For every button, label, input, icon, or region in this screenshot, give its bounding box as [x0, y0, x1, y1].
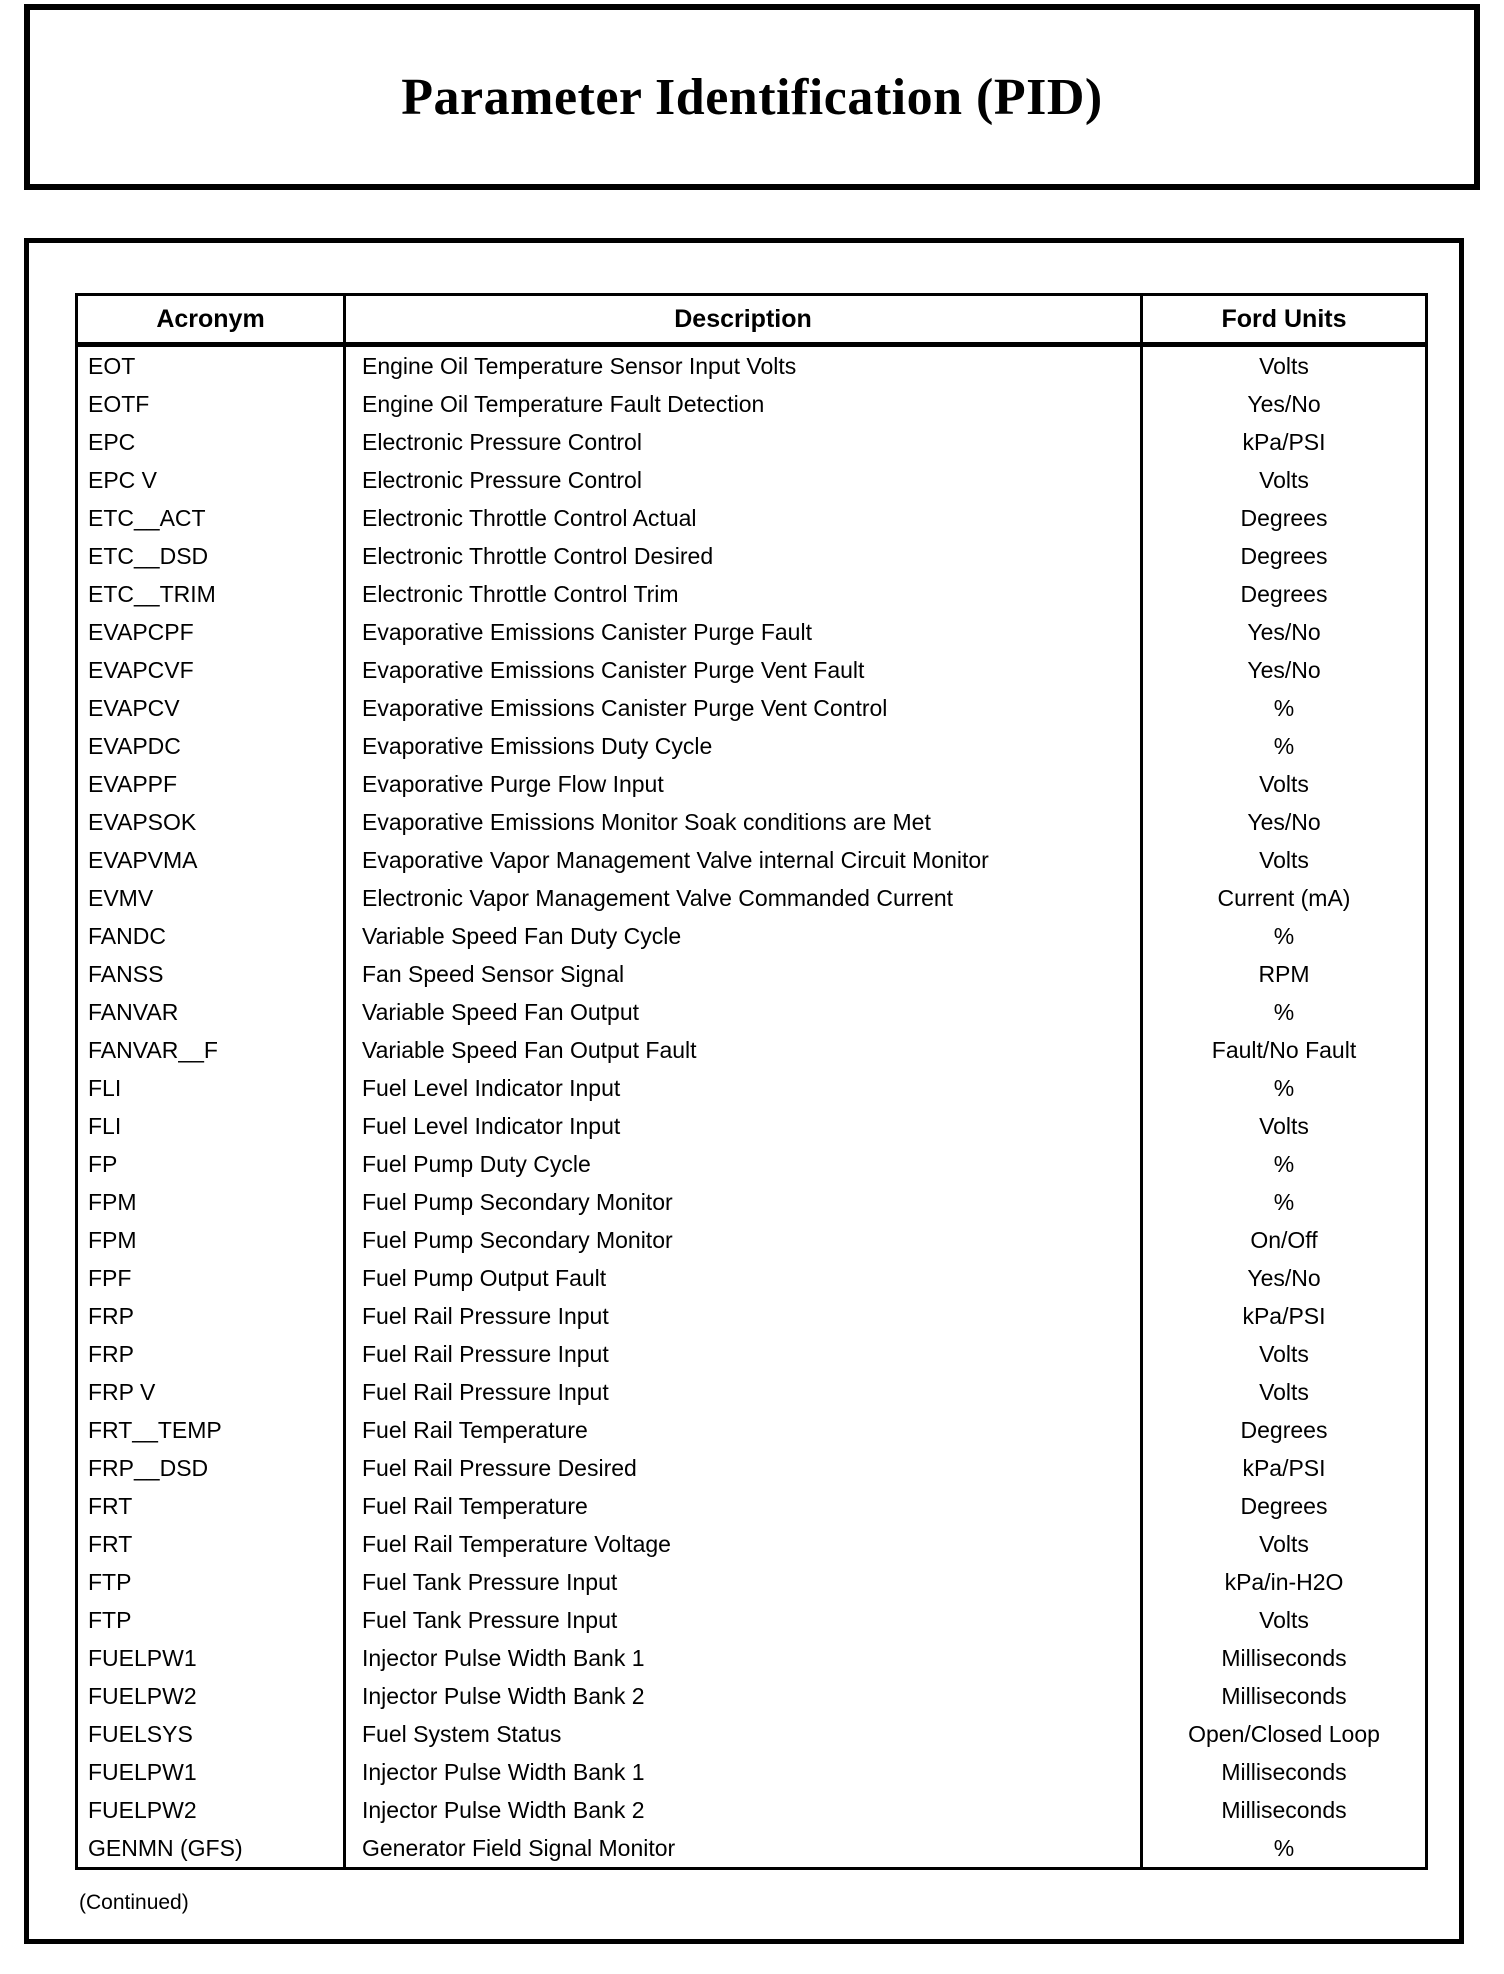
- pid-table: [75, 293, 1428, 1870]
- description-cell: Variable Speed Fan Output Fault: [345, 1031, 1142, 1069]
- acronym-cell: FPF: [88, 1264, 132, 1291]
- description-cell: Injector Pulse Width Bank 1: [345, 1639, 1142, 1677]
- description-cell: Electronic Throttle Control Trim: [345, 575, 1142, 613]
- description-cell: Fuel Pump Secondary Monitor: [345, 1183, 1142, 1221]
- table-row: [77, 1335, 1427, 1373]
- acronym-cell: EVAPSOK: [88, 808, 197, 835]
- ford-units-cell: %: [1142, 917, 1427, 955]
- ford-units-cell: RPM: [1142, 955, 1427, 993]
- table-row: [77, 537, 1427, 575]
- description-cell: Variable Speed Fan Duty Cycle: [345, 917, 1142, 955]
- ford-units-cell: Volts: [1142, 345, 1427, 386]
- description-cell: Fuel Rail Temperature: [345, 1411, 1142, 1449]
- table-row: [77, 345, 1427, 386]
- description-cell: Fuel Pump Output Fault: [345, 1259, 1142, 1297]
- ford-units-cell: Volts: [1142, 1373, 1427, 1411]
- table-row: [77, 1031, 1427, 1069]
- acronym-cell: EVAPCV: [88, 694, 180, 721]
- acronym-cell: FUELSYS: [88, 1720, 193, 1747]
- description-cell: Fuel Rail Temperature Voltage: [345, 1525, 1142, 1563]
- acronym-cell: FLI: [88, 1112, 122, 1139]
- ford-units-cell: kPa/in-H2O: [1142, 1563, 1427, 1601]
- table-row: [77, 651, 1427, 689]
- table-row: [77, 1753, 1427, 1791]
- table-row: [77, 499, 1427, 537]
- ford-units-cell: Degrees: [1142, 1411, 1427, 1449]
- description-cell: Fuel Level Indicator Input: [345, 1069, 1142, 1107]
- acronym-cell: FUELPW2: [88, 1796, 197, 1823]
- acronym-cell: FANVAR: [88, 998, 179, 1025]
- description-cell: Evaporative Emissions Duty Cycle: [345, 727, 1142, 765]
- description-cell: Fuel Level Indicator Input: [345, 1107, 1142, 1145]
- ford-units-cell: %: [1142, 1145, 1427, 1183]
- ford-units-cell: Yes/No: [1142, 1259, 1427, 1297]
- description-cell: Generator Field Signal Monitor: [345, 1829, 1142, 1869]
- column-header-description: Description: [345, 295, 1142, 345]
- description-cell: Fuel Rail Pressure Desired: [345, 1449, 1142, 1487]
- acronym-cell: EVMV: [88, 884, 154, 911]
- description-cell: Electronic Throttle Control Actual: [345, 499, 1142, 537]
- table-container: [24, 238, 1464, 1944]
- table-row: [77, 689, 1427, 727]
- description-cell: Variable Speed Fan Output: [345, 993, 1142, 1031]
- acronym-cell: ETC__DSD: [88, 542, 209, 569]
- table-row: [77, 1259, 1427, 1297]
- table-row: [77, 1715, 1427, 1753]
- description-cell: Electronic Pressure Control: [345, 461, 1142, 499]
- ford-units-cell: Volts: [1142, 765, 1427, 803]
- acronym-cell: FLI: [88, 1074, 122, 1101]
- acronym-cell: EPC: [88, 428, 136, 455]
- acronym-cell: FTP: [88, 1606, 132, 1633]
- acronym-cell: EVAPVMA: [88, 846, 198, 873]
- description-cell: Fuel Rail Pressure Input: [345, 1373, 1142, 1411]
- table-row: [77, 1221, 1427, 1259]
- ford-units-cell: Milliseconds: [1142, 1677, 1427, 1715]
- ford-units-cell: Fault/No Fault: [1142, 1031, 1427, 1069]
- description-cell: Electronic Pressure Control: [345, 423, 1142, 461]
- ford-units-cell: Yes/No: [1142, 613, 1427, 651]
- table-row: [77, 1525, 1427, 1563]
- description-cell: Evaporative Vapor Management Valve internal Circuit Monitor: [345, 841, 1142, 879]
- ford-units-cell: Volts: [1142, 841, 1427, 879]
- description-cell: Injector Pulse Width Bank 2: [345, 1677, 1142, 1715]
- table-header-row: [77, 295, 1427, 345]
- description-cell: Fuel Rail Pressure Input: [345, 1297, 1142, 1335]
- acronym-cell: EOTF: [88, 390, 150, 417]
- ford-units-cell: %: [1142, 689, 1427, 727]
- description-cell: Fan Speed Sensor Signal: [345, 955, 1142, 993]
- column-header-acronym: Acronym: [77, 295, 345, 345]
- table-row: [77, 1107, 1427, 1145]
- acronym-cell: FANDC: [88, 922, 166, 949]
- ford-units-cell: Volts: [1142, 1601, 1427, 1639]
- table-row: [77, 1791, 1427, 1829]
- ford-units-cell: Milliseconds: [1142, 1639, 1427, 1677]
- description-cell: Evaporative Emissions Canister Purge Vent Fault: [345, 651, 1142, 689]
- description-cell: Evaporative Purge Flow Input: [345, 765, 1142, 803]
- ford-units-cell: %: [1142, 727, 1427, 765]
- description-cell: Injector Pulse Width Bank 1: [345, 1753, 1142, 1791]
- acronym-cell: FRP: [88, 1302, 134, 1329]
- acronym-cell: GENMN (GFS): [88, 1834, 243, 1861]
- ford-units-cell: Open/Closed Loop: [1142, 1715, 1427, 1753]
- acronym-cell: EPC V: [88, 466, 158, 493]
- table-row: [77, 955, 1427, 993]
- acronym-cell: FRT: [88, 1530, 133, 1557]
- page-title: Parameter Identification (PID): [401, 68, 1103, 126]
- description-cell: Fuel Rail Pressure Input: [345, 1335, 1142, 1373]
- acronym-cell: FANSS: [88, 960, 164, 987]
- table-row: [77, 1829, 1427, 1869]
- ford-units-cell: Yes/No: [1142, 651, 1427, 689]
- table-row: [77, 1145, 1427, 1183]
- ford-units-cell: kPa/PSI: [1142, 423, 1427, 461]
- acronym-cell: FP: [88, 1150, 118, 1177]
- table-row: [77, 993, 1427, 1031]
- acronym-cell: FRP: [88, 1340, 134, 1367]
- acronym-cell: FRP V: [88, 1378, 156, 1405]
- description-cell: Electronic Vapor Management Valve Commanded Current: [345, 879, 1142, 917]
- table-row: [77, 1183, 1427, 1221]
- table-row: [77, 803, 1427, 841]
- description-cell: Evaporative Emissions Canister Purge Fault: [345, 613, 1142, 651]
- acronym-cell: FUELPW1: [88, 1758, 197, 1785]
- description-cell: Evaporative Emissions Monitor Soak conditions are Met: [345, 803, 1142, 841]
- ford-units-cell: Current (mA): [1142, 879, 1427, 917]
- table-row: [77, 575, 1427, 613]
- ford-units-cell: Volts: [1142, 1335, 1427, 1373]
- ford-units-cell: Volts: [1142, 1107, 1427, 1145]
- acronym-cell: FRP__DSD: [88, 1454, 209, 1481]
- acronym-cell: EVAPDC: [88, 732, 181, 759]
- ford-units-cell: Milliseconds: [1142, 1753, 1427, 1791]
- table-row: [77, 1411, 1427, 1449]
- ford-units-cell: Degrees: [1142, 537, 1427, 575]
- acronym-cell: FUELPW1: [88, 1644, 197, 1671]
- acronym-cell: FANVAR__F: [88, 1036, 218, 1063]
- ford-units-cell: Yes/No: [1142, 385, 1427, 423]
- acronym-cell: FRT__TEMP: [88, 1416, 222, 1443]
- description-cell: Fuel Tank Pressure Input: [345, 1601, 1142, 1639]
- ford-units-cell: Milliseconds: [1142, 1791, 1427, 1829]
- ford-units-cell: Volts: [1142, 1525, 1427, 1563]
- ford-units-cell: %: [1142, 1183, 1427, 1221]
- table-row: [77, 879, 1427, 917]
- table-row: [77, 765, 1427, 803]
- table-row: [77, 423, 1427, 461]
- table-row: [77, 1563, 1427, 1601]
- table-row: [77, 1069, 1427, 1107]
- acronym-cell: EOT: [88, 352, 136, 379]
- description-cell: Fuel Rail Temperature: [345, 1487, 1142, 1525]
- table-row: [77, 613, 1427, 651]
- acronym-cell: FPM: [88, 1226, 137, 1253]
- ford-units-cell: kPa/PSI: [1142, 1297, 1427, 1335]
- acronym-cell: FUELPW2: [88, 1682, 197, 1709]
- acronym-cell: FTP: [88, 1568, 132, 1595]
- ford-units-cell: %: [1142, 993, 1427, 1031]
- table-row: [77, 727, 1427, 765]
- table-row: [77, 1601, 1427, 1639]
- description-cell: Evaporative Emissions Canister Purge Vent Control: [345, 689, 1142, 727]
- acronym-cell: EVAPPF: [88, 770, 178, 797]
- table-row: [77, 1639, 1427, 1677]
- description-cell: Engine Oil Temperature Fault Detection: [345, 385, 1142, 423]
- table-row: [77, 385, 1427, 423]
- acronym-cell: FPM: [88, 1188, 137, 1215]
- table-row: [77, 1297, 1427, 1335]
- description-cell: Engine Oil Temperature Sensor Input Volts: [345, 345, 1142, 386]
- ford-units-cell: Degrees: [1142, 575, 1427, 613]
- ford-units-cell: %: [1142, 1829, 1427, 1869]
- description-cell: Fuel Pump Secondary Monitor: [345, 1221, 1142, 1259]
- ford-units-cell: %: [1142, 1069, 1427, 1107]
- description-cell: Electronic Throttle Control Desired: [345, 537, 1142, 575]
- ford-units-cell: On/Off: [1142, 1221, 1427, 1259]
- table-row: [77, 1677, 1427, 1715]
- continued-note: (Continued): [79, 1891, 189, 1914]
- acronym-cell: FRT: [88, 1492, 133, 1519]
- table-row: [77, 841, 1427, 879]
- table-row: [77, 461, 1427, 499]
- description-cell: Injector Pulse Width Bank 2: [345, 1791, 1142, 1829]
- ford-units-cell: Yes/No: [1142, 803, 1427, 841]
- table-row: [77, 917, 1427, 955]
- acronym-cell: EVAPCVF: [88, 656, 194, 683]
- acronym-cell: EVAPCPF: [88, 618, 194, 645]
- table-row: [77, 1373, 1427, 1411]
- table-row: [77, 1487, 1427, 1525]
- acronym-cell: ETC__ACT: [88, 504, 206, 531]
- ford-units-cell: kPa/PSI: [1142, 1449, 1427, 1487]
- acronym-cell: ETC__TRIM: [88, 580, 216, 607]
- title-box: [24, 4, 1480, 190]
- ford-units-cell: Degrees: [1142, 499, 1427, 537]
- description-cell: Fuel Tank Pressure Input: [345, 1563, 1142, 1601]
- ford-units-cell: Degrees: [1142, 1487, 1427, 1525]
- ford-units-cell: Volts: [1142, 461, 1427, 499]
- column-header-ford-units: Ford Units: [1142, 295, 1427, 345]
- description-cell: Fuel System Status: [345, 1715, 1142, 1753]
- description-cell: Fuel Pump Duty Cycle: [345, 1145, 1142, 1183]
- table-row: [77, 1449, 1427, 1487]
